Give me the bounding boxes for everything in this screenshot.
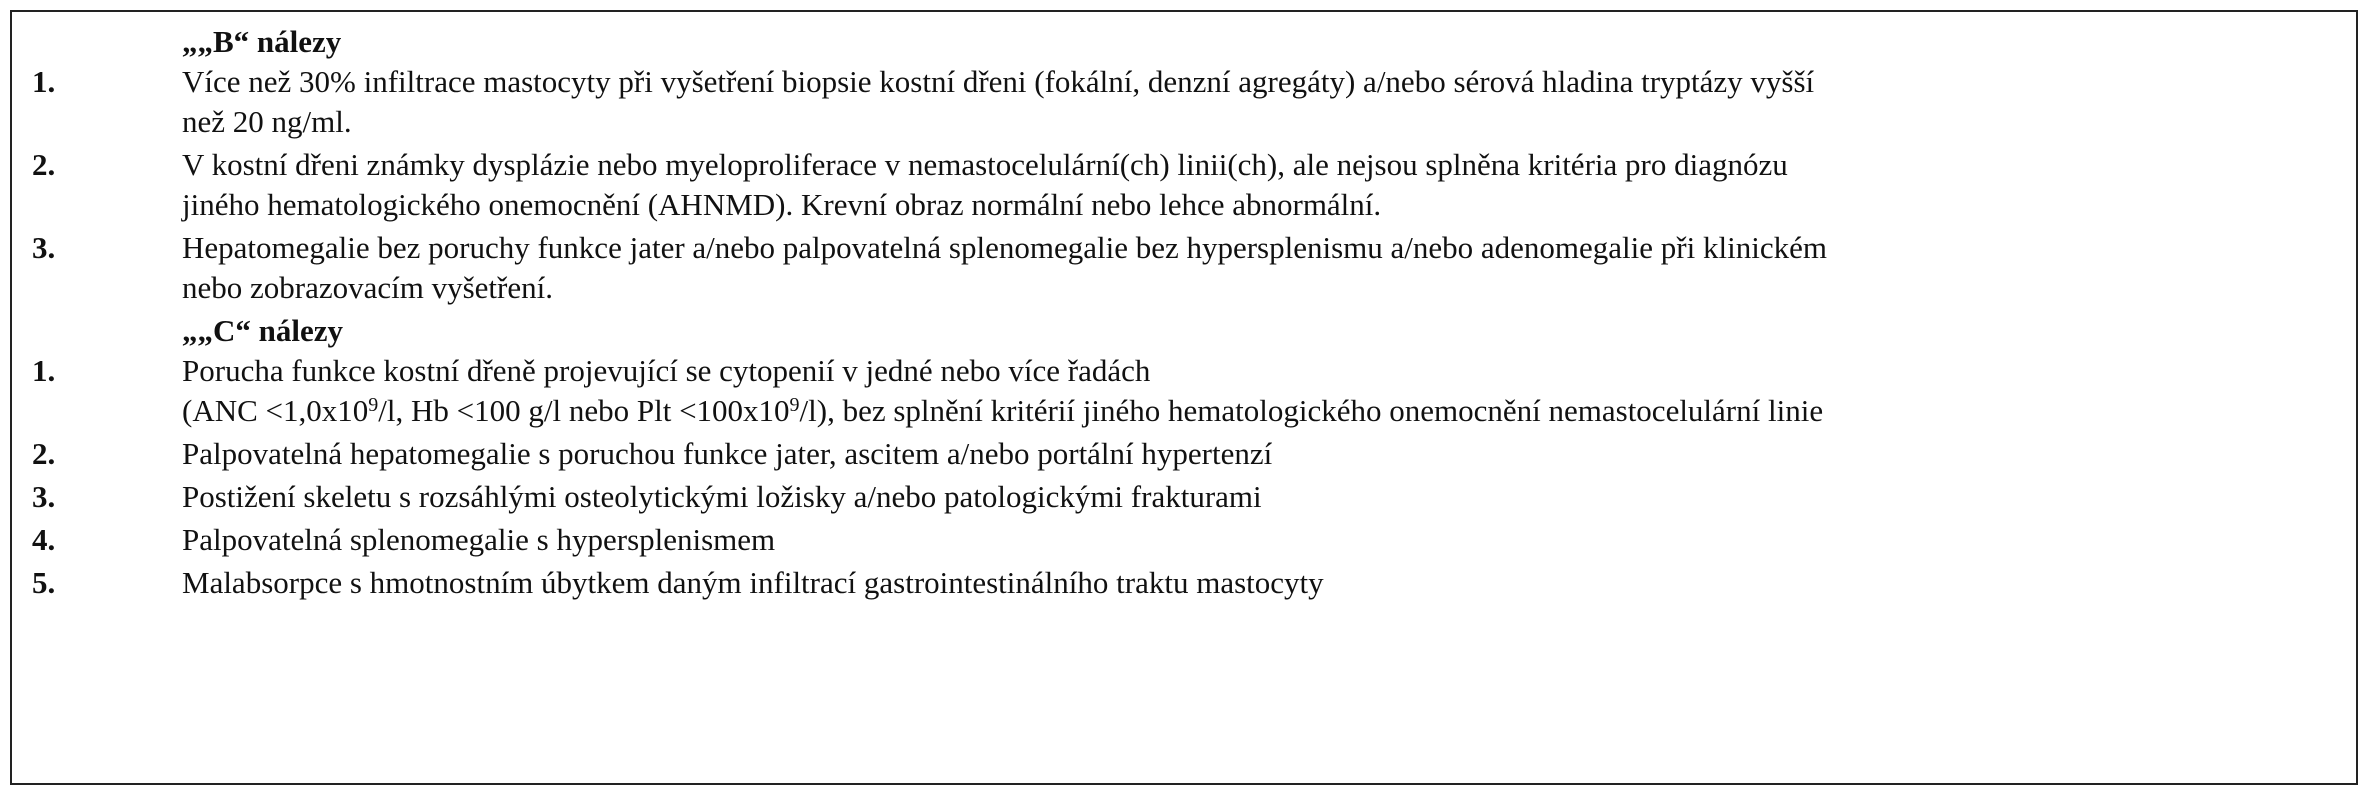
item-text: Palpovatelná hepatomegalie s poruchou funkce jater, ascitem a/nebo portální hypertenzí xyxy=(182,436,1273,471)
detail-hb: /l, Hb <100 g/l nebo Plt <100x10 xyxy=(378,393,790,428)
section-c-item-3 xyxy=(12,477,2356,517)
item-number: 2. xyxy=(32,147,56,182)
section-c-heading: „„C“ nálezy xyxy=(182,313,344,348)
item-number: 1. xyxy=(32,64,56,99)
criteria-table-body xyxy=(12,22,2356,606)
section-c-heading-row xyxy=(12,311,2356,351)
superscript-exponent: 9 xyxy=(368,394,379,416)
item-number: 4. xyxy=(32,522,56,557)
item-number: 2. xyxy=(32,436,56,471)
section-c-item-5 xyxy=(12,563,2356,603)
superscript-exponent: 9 xyxy=(789,394,800,416)
criteria-table xyxy=(10,10,2358,785)
item-text: Malabsorpce s hmotnostním úbytkem daným infiltrací gastrointestinálního traktu mastocyty xyxy=(182,565,1324,600)
section-c-item-4 xyxy=(12,520,2356,560)
section-b-heading: „„B“ nálezy xyxy=(182,24,342,59)
item-text xyxy=(182,351,2356,431)
item-text-line: než 20 ng/ml. xyxy=(182,104,352,139)
item-text xyxy=(182,228,2356,308)
section-c-item-1 xyxy=(12,351,2356,431)
item-text-line: Porucha funkce kostní dřeně projevující se cytopenií v jedné nebo více řadách xyxy=(182,353,1151,388)
item-number: 5. xyxy=(32,565,56,600)
item-text-line: Hepatomegalie bez poruchy funkce jater a/nebo palpovatelná splenomegalie bez hypersplenismu a/nebo adenomegalie při klinickém xyxy=(182,230,1827,265)
item-text: Postižení skeletu s rozsáhlými osteolytickými ložisky a/nebo patologickými frakturami xyxy=(182,479,1262,514)
item-text-line: jiného hematologického onemocnění (AHNMD). Krevní obraz normální nebo lehce abnormální. xyxy=(182,187,1382,222)
item-text xyxy=(182,145,2356,225)
item-number: 3. xyxy=(32,479,56,514)
section-c-item-2 xyxy=(12,434,2356,474)
item-number: 1. xyxy=(32,353,56,388)
item-number: 3. xyxy=(32,230,56,265)
item-text-line: Více než 30% infiltrace mastocyty při vyšetření biopsie kostní dřeni (fokální, denzní agregáty) a/nebo sérová hladina tryptázy vyšší xyxy=(182,64,1815,99)
item-text-detail xyxy=(182,393,1823,428)
item-text: Palpovatelná splenomegalie s hypersplenismem xyxy=(182,522,776,557)
item-text xyxy=(182,62,2356,142)
section-b-item-3 xyxy=(12,228,2356,308)
section-b-item-2 xyxy=(12,145,2356,225)
detail-anc: (ANC <1,0x10 xyxy=(182,393,369,428)
detail-suffix: /l), bez splnění kritérií jiného hematologického onemocnění nemastocelulární linie xyxy=(799,393,1824,428)
item-text-line: nebo zobrazovacím vyšetření. xyxy=(182,270,553,305)
section-b-heading-row xyxy=(12,22,2356,62)
item-text-line: V kostní dřeni známky dysplázie nebo myeloproliferace v nemastocelulární(ch) linii(ch), ale nejsou splněna kritéria pro diagnózu xyxy=(182,147,1788,182)
section-b-item-1 xyxy=(12,62,2356,142)
